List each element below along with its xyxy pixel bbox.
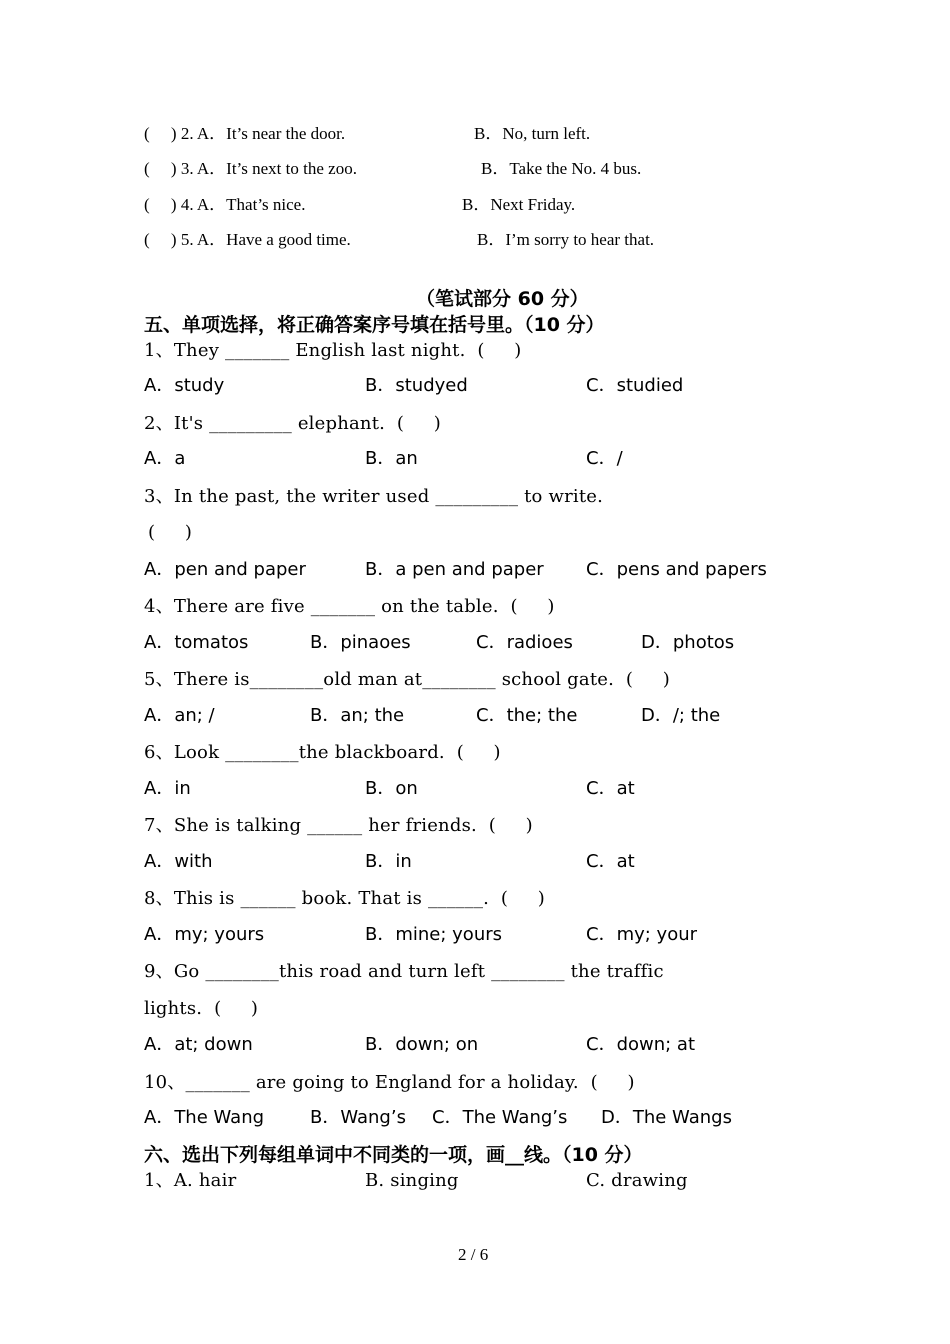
q7-option-a: A．with (144, 851, 213, 872)
question-4: 4、There are five _______ on the table. ( ) (144, 596, 555, 617)
question-8: 8、This is ______ book. That is ______. ( ) (144, 888, 545, 909)
q4-option-b: B．pinaoes (310, 632, 411, 653)
page-number: 2 / 6 (458, 1245, 489, 1264)
written-part-title: （笔试部分 60 分） (416, 288, 589, 310)
q2-option-c: C．/ (586, 448, 623, 469)
q10-option-b: B．Wang’s (310, 1107, 406, 1128)
q3-option-a: A．pen and paper (144, 559, 306, 580)
q1-option-c: C．studied (586, 375, 684, 396)
question-9: 9、Go ________this road and turn left ________ the traffic (144, 961, 664, 982)
s6-question-1-b: B. singing (365, 1170, 459, 1191)
q2-option-a: A．a (144, 448, 186, 469)
q9-option-c: C．down; at (586, 1034, 696, 1055)
q4-option-d: D．photos (641, 632, 735, 653)
q4-option-a: A．tomatos (144, 632, 249, 653)
q5-option-b: B．an; the (310, 705, 405, 726)
s6-question-1-a: 1、A. hair (144, 1170, 237, 1191)
listening-item-3-a: ( ) 3. A．It’s next to the zoo. (144, 159, 357, 178)
question-5: 5、There is________old man at________ school gate. ( ) (144, 669, 670, 690)
listening-item-4-a: ( ) 4. A．That’s nice. (144, 195, 306, 214)
q6-option-a: A．in (144, 778, 191, 799)
q8-option-b: B．mine; yours (365, 924, 503, 945)
listening-item-5-a: ( ) 5. A．Have a good time. (144, 230, 351, 249)
listening-item-3-b: B．Take the No. 4 bus. (481, 159, 642, 178)
q5-option-a: A．an; / (144, 705, 215, 726)
q9-option-a: A．at; down (144, 1034, 253, 1055)
question-7: 7、She is talking ______ her friends. ( ) (144, 815, 533, 836)
q10-option-a: A．The Wang (144, 1107, 265, 1128)
q8-option-c: C．my; your (586, 924, 698, 945)
question-10: 10、_______ are going to England for a holiday. ( ) (144, 1072, 635, 1093)
q7-option-c: C．at (586, 851, 635, 872)
section-5-title: 五、单项选择，将正确答案序号填在括号里。（10 分） (144, 314, 605, 336)
q6-option-b: B．on (365, 778, 418, 799)
q8-option-a: A．my; yours (144, 924, 265, 945)
q9-option-b: B．down; on (365, 1034, 479, 1055)
q3-option-c: C．pens and papers (586, 559, 767, 580)
q4-option-c: C．radioes (476, 632, 573, 653)
q5-option-c: C．the; the (476, 705, 578, 726)
listening-item-4-b: B．Next Friday. (462, 195, 576, 214)
listening-item-2-a: ( ) 2. A．It’s near the door. (144, 124, 346, 143)
question-6: 6、Look ________the blackboard. ( ) (144, 742, 501, 763)
section-6-title: 六、选出下列每组单词中不同类的一项，画__线。（10 分） (144, 1144, 643, 1166)
question-9-cont: lights. ( ) (144, 998, 259, 1019)
q10-option-c: C．The Wang’s (432, 1107, 568, 1128)
question-2: 2、It's _________ elephant. ( ) (144, 413, 441, 434)
q7-option-b: B．in (365, 851, 412, 872)
s6-question-1-c: C. drawing (586, 1170, 688, 1191)
listening-item-2-b: B．No, turn left. (474, 124, 591, 143)
question-3-bracket: ( ) (148, 522, 193, 543)
question-1: 1、They _______ English last night. ( ) (144, 340, 522, 361)
listening-item-5-b: B．I’m sorry to hear that. (477, 230, 655, 249)
q5-option-d: D．/; the (641, 705, 721, 726)
question-3: 3、In the past, the writer used _________ to write. (144, 486, 604, 507)
q1-option-b: B．studyed (365, 375, 468, 396)
q3-option-b: B．a pen and paper (365, 559, 544, 580)
q2-option-b: B．an (365, 448, 418, 469)
q10-option-d: D．The Wangs (601, 1107, 732, 1128)
q1-option-a: A．study (144, 375, 225, 396)
q6-option-c: C．at (586, 778, 635, 799)
